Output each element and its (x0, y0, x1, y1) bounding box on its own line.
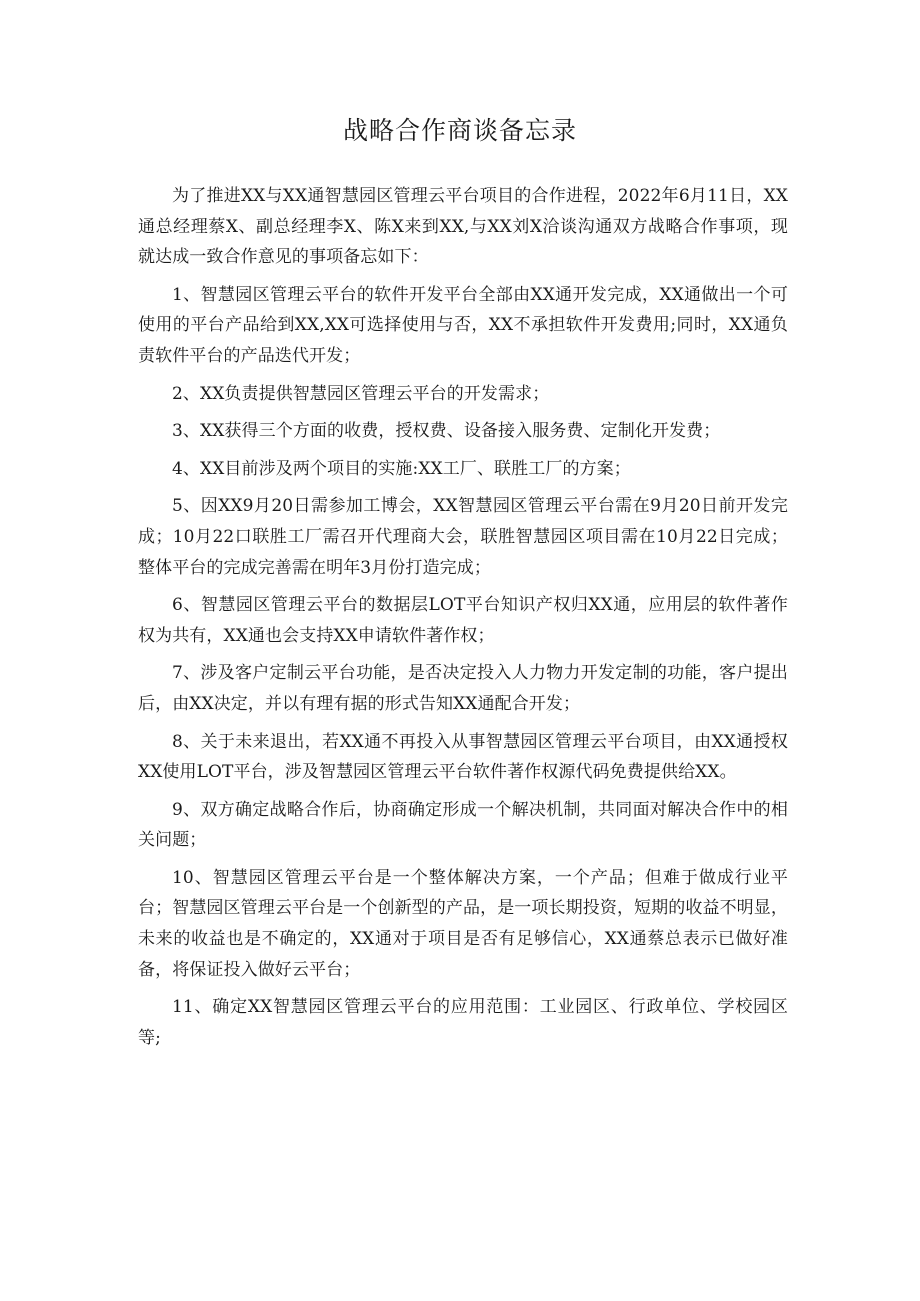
paragraph-item-11: 11、确定XX智慧园区管理云平台的应用范围：工业园区、行政单位、学校园区等; (138, 997, 788, 1048)
document-body (138, 181, 788, 1060)
paragraph-item-10: 10、智慧园区管理云平台是一个整体解决方案，一个产品；但难于做成行业平台；智慧园区管理云平台是一个创新型的产品，是一项长期投资，短期的收益不明显，未来的收益也是不确定的，XX通对于项目是否有足够信心，XX通蔡总表示已做好准备，将保证投入做好云平台； (138, 867, 788, 980)
paragraph-item-7: 7、涉及客户定制云平台功能，是否决定投入人力物力开发定制的功能，客户提出后，由XX决定，并以有理有据的形式告知XX通配合开发； (138, 663, 788, 714)
paragraph-item-9: 9、双方确定战略合作后，协商确定形成一个解决机制，共同面对解决合作中的相关问题； (138, 799, 788, 851)
paragraph-item-8: 8、关于未来退出，若XX通不再投入从事智慧园区管理云平台项目，由XX通授权XX使用LOT平台，涉及智慧园区管理云平台软件著作权源代码免费提供给XX。 (138, 731, 788, 783)
paragraph-item-3: 3、XX获得三个方面的收费，授权费、设备接入服务费、定制化开发费； (172, 421, 721, 442)
paragraph-item-4: 4、XX目前涉及两个项目的实施:XX工厂、联胜工厂的方案； (172, 458, 631, 479)
paragraph-intro: 为了推进XX与XX通智慧园区管理云平台项目的合作进程，2022年6月11日，XX通总经理蔡X、副总经理李X、陈X来到XX,与XX刘X洽谈沟通双方战略合作事项，现就达成一致合作意见的事项备忘如下： (138, 186, 788, 268)
paragraph-item-6: 6、智慧园区管理云平台的数据层LOT平台知识产权归XX通，应用层的软件著作权为共有，XX通也会支持XX申请软件著作权； (138, 595, 788, 646)
paragraph-item-1: 1、智慧园区管理云平台的软件开发平台全部由XX通开发完成，XX通做出一个可使用的平台产品给到XX,XX可选择使用与否，XX不承担软件开发费用;同时，XX通负责软件平台的产品迭代开发； (138, 284, 788, 366)
paragraph-item-5: 5、因XX9月20日需参加工博会，XX智慧园区管理云平台需在9月20日前开发完成；10月22口联胜工厂需召开代理商大会，联胜智慧园区项目需在10月22日完成；整体平台的完成完善需在明年3月份打造完成； (138, 496, 788, 578)
paragraph-item-2: 2、XX负责提供智慧园区管理云平台的开发需求； (172, 383, 550, 404)
document-title: 战略合作商谈备忘录 (342, 116, 577, 145)
